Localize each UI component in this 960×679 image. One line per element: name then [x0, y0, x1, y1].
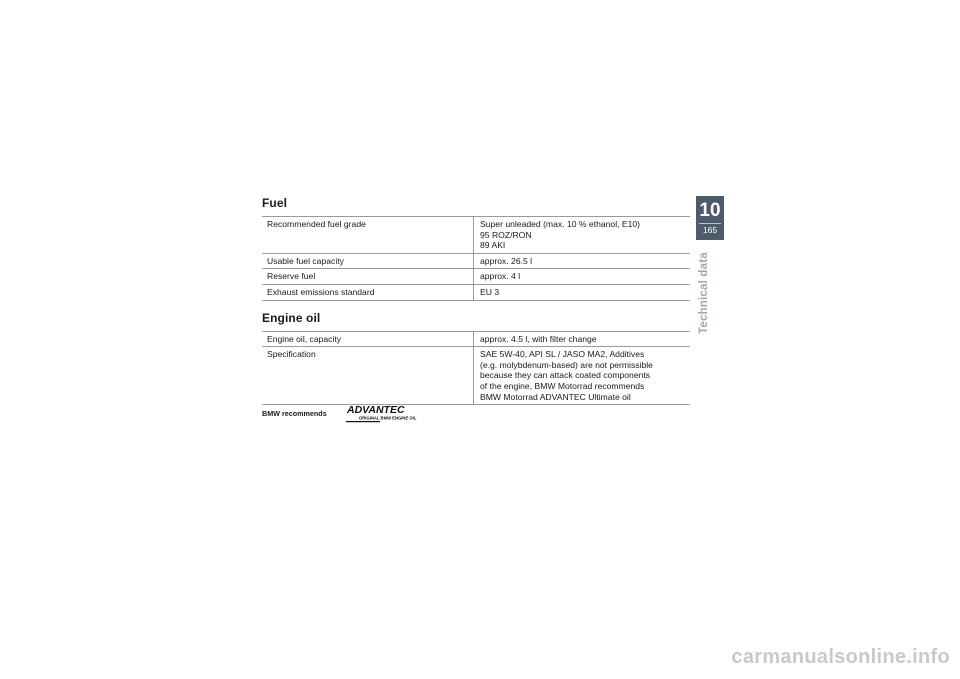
row-label: Specification — [267, 349, 316, 360]
row-label: Reserve fuel — [267, 271, 316, 282]
row-value: approx. 4.5 l, with filter change — [474, 331, 691, 347]
value-line: SAE 5W-40, API SL / JASO MA2, Additives — [480, 349, 645, 360]
table-row — [262, 331, 690, 347]
chapter-title: Technical data — [698, 252, 710, 334]
value-line: (e.g. molybdenum-based) are not permissible — [480, 359, 653, 370]
value-line: 89 AKI — [480, 240, 506, 251]
value-line: because they can attack coated components — [480, 370, 651, 381]
value-line: Super unleaded (max. 10 % ethanol, E10) — [480, 219, 641, 229]
row-value: approx. 26.5 l — [474, 253, 691, 269]
chapter-tab — [696, 196, 724, 240]
row-value: EU 3 — [474, 284, 691, 300]
row-label: Engine oil, capacity — [267, 333, 342, 344]
chapter-number: 10 — [699, 200, 721, 221]
engine-oil-table — [262, 331, 690, 406]
bmw-recommends — [262, 403, 422, 423]
section-title-fuel: Fuel — [262, 196, 288, 210]
table-row — [262, 284, 690, 300]
recommend-label: BMW recommends — [262, 409, 327, 418]
advantec-logo — [346, 403, 422, 423]
logo-tagline-text: ORIGINAL BMW ENGINE OIL — [359, 415, 417, 421]
value-line: of the engine, BMW Motorrad recommends — [480, 380, 645, 391]
section-title-engine-oil: Engine oil — [262, 310, 321, 325]
value-line: BMW Motorrad ADVANTEC Ultimate oil — [480, 391, 631, 402]
logo-brand-text: ADVANTEC — [347, 404, 405, 416]
row-value: approx. 4 l — [474, 269, 691, 285]
table-row — [262, 347, 690, 405]
fuel-table — [262, 216, 690, 301]
page-number: 165 — [702, 225, 718, 235]
row-label: Usable fuel capacity — [267, 255, 344, 266]
watermark: carmanualsonline.info — [731, 646, 950, 668]
row-label: Recommended fuel grade — [267, 219, 366, 229]
table-row — [262, 253, 690, 269]
logo-underline — [346, 421, 380, 422]
row-value — [474, 347, 691, 405]
row-label: Exhaust emissions standard — [267, 286, 375, 297]
table-row — [262, 269, 690, 285]
value-line: 95 ROZ/RON — [480, 229, 532, 240]
row-value — [474, 217, 691, 254]
spec-content — [262, 196, 690, 405]
tab-divider — [699, 223, 721, 224]
table-row — [262, 217, 690, 254]
